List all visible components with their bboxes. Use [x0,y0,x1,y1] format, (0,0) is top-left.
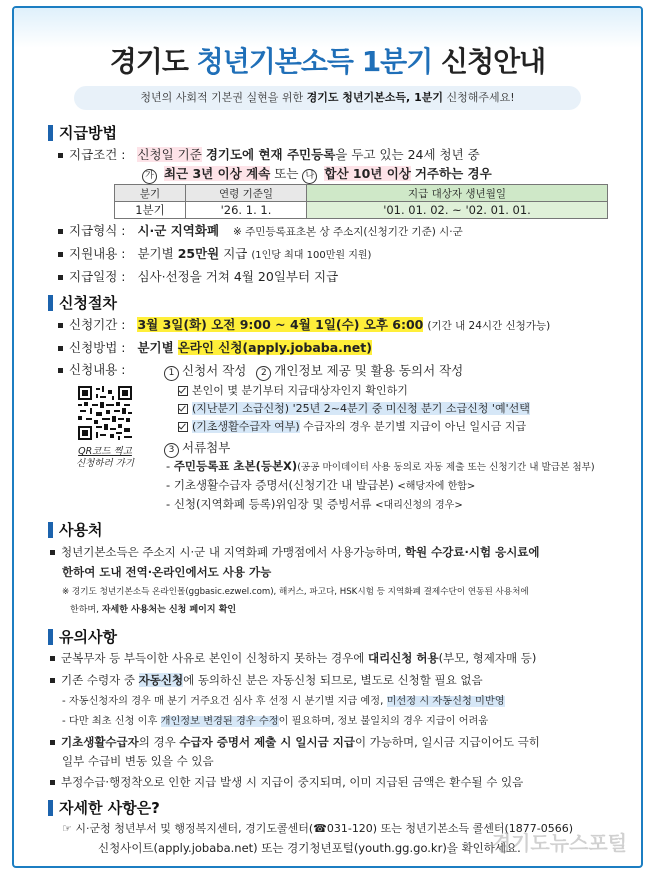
circle-number-icon: 3 [164,443,179,458]
watermark: 경기도뉴스포털 [491,831,627,855]
details-line-1: ☞ 시·군청 청년부서 및 행정복지센터, 경기도콜센터(☎031-120) 또는 청년기본소득 콜센터(1877-0566) [62,822,574,835]
content-row: 신청내용 : [58,360,126,378]
usage-note-2: 한하며, 자세한 사용처는 신청 페이지 확인 [70,605,237,615]
qr-code-icon[interactable] [78,386,132,440]
apply-site-link[interactable]: 온라인 신청(apply.jobaba.net) [177,340,372,355]
usage-note-1: ※ 경기도 청년기본소득 온라인몰(ggbasic.ezwel.com), 해커스, 파고다, HSK시험 등 지역화폐 결제수단이 연동된 사용처에 [62,587,529,597]
notice-item-3: 기초생활수급자의 경우 수급자 증명서 제출 시 일시금 지급이 가능하며, 일시금 지급이어도 극히 [50,734,540,750]
doc-item-2: - 기초생활수급자 증명서(신청기간 내 발급본) <해당자에 한함> [166,478,476,492]
checklist-item: (기초생활수급자 여부) 수급자의 경우 분기별 지급이 아닌 일시금 지급 [178,418,526,434]
form-row: 지급형식 : 시·군 지역화폐 ※ 주민등록표초본 상 주소지(신청기간 기준) 시·군 [58,221,463,239]
section-heading-usage: 사용처 [48,519,102,540]
step3-row: 3 서류첨부 [164,438,230,458]
section-bar-icon [48,125,53,141]
section-heading-notices: 유의사항 [48,626,117,647]
bullet-icon [50,550,55,555]
period-row: 신청기간 : 3월 3일(화) 오전 9:00 ~ 4월 1일(수) 오후 6:00 (기간 내 24시간 신청가능) [58,315,550,333]
table-header-row: 분기 연령 기준일 지급 대상자 생년월일 [115,185,608,202]
bullet-icon [50,678,55,683]
checklist-item: 본인이 몇 분기부터 지급대상자인지 확인하기 [178,382,408,398]
method-row: 신청방법 : 분기별 온라인 신청(apply.jobaba.net) [58,338,372,356]
subtitle: 청년의 사회적 기본권 실현을 위한 경기도 청년기본소득, 1분기 신청해주세요! [74,86,581,110]
qr-caption: QR코드 찍고 신청하러 가기 [75,446,135,469]
bullet-icon [58,368,63,373]
notice-subitem-2: - 다만 최초 신청 이후 개인정보 변경된 경우 수정이 필요하며, 정보 불일치의 경우 지급이 어려움 [62,716,489,727]
bullet-icon [58,323,63,328]
notice-item-3-cont: 일부 수급비 변동 있을 수 있음 [62,754,214,768]
section-bar-icon [48,800,53,816]
checklist-item: (지난분기 소급신청) '25년 2~4분기 중 미신청 분기 소급신청 '예'선택 [178,400,530,416]
schedule-row: 지급일정 : 심사·선정을 거쳐 4월 20일부터 지급 [58,267,338,285]
circle-mark-icon: 가 [142,169,157,184]
notice-frame [12,6,643,868]
doc-item-1: - 주민등록표 초본(등본X)(공공 마이데이터 사용 동의로 자동 제출 또는 신청기간 내 발급본 첨부) [166,459,595,473]
checkbox-checked-icon [178,404,188,414]
checkbox-checked-icon [178,386,188,396]
notice-item-2: 기존 수령자 중 자동신청에 동의하신 분은 자동신청 되므로, 별도로 신청할 필요 없음 [50,672,483,688]
condition-row: 지급조건 : 신청일 기준 경기도에 현재 주민등록을 두고 있는 24세 청년 중 [58,145,480,163]
amount-row: 지원내용 : 분기별 25만원 지급 (1인당 최대 100만원 지원) [58,244,371,262]
section-heading-payment: 지급방법 [48,122,117,143]
circle-mark-icon: 나 [302,169,317,184]
circle-number-icon: 2 [256,366,271,381]
bullet-icon [58,252,63,257]
notice-item-4: 부정수급·행정착오로 인한 지급 발생 시 지급이 중지되며, 이미 지급된 금액은 환수될 수 있음 [50,774,523,790]
circle-number-icon: 1 [164,366,179,381]
doc-item-3: - 신청(지역화폐 등록)위임장 및 증빙서류 <대리신청의 경우> [166,497,463,511]
usage-line-1: 청년기본소득은 주소지 시·군 내 지역화폐 가맹점에서 사용가능하며, 학원 수강료·시험 응시료에 [50,544,540,560]
section-bar-icon [48,522,53,538]
eligibility-table [114,184,608,219]
usage-line-2: 한하여 도내 전역·온라인에서도 사용 가능 [62,565,272,579]
steps-row: 1 신청서 작성 2 개인정보 제공 및 활용 동의서 작성 [164,361,463,381]
checkbox-checked-icon [178,422,188,432]
section-heading-application: 신청절차 [48,292,117,313]
condition-row-2: 가 최근 3년 이상 계속 또는 나 합산 10년 이상 거주하는 경우 [142,164,492,184]
notice-subitem-1: - 자동신청자의 경우 매 분기 거주요건 심사 후 선정 시 분기별 지급 예정, 미선정 시 자동신청 미반영 [62,696,505,707]
section-bar-icon [48,629,53,645]
bullet-icon [50,740,55,745]
bullet-icon [58,346,63,351]
bullet-icon [58,275,63,280]
bullet-icon [50,656,55,661]
section-bar-icon [48,295,53,311]
notice-item-1: 군복무자 등 부득이한 사유로 본인이 신청하지 못하는 경우에 대리신청 허용(부모, 형제자매 등) [50,650,536,666]
bullet-icon [50,780,55,785]
bullet-icon [58,229,63,234]
section-heading-details: 자세한 사항은? [48,797,160,818]
bullet-icon [58,153,63,158]
page-title: 경기도 청년기본소득 1분기 신청안내 [109,45,546,78]
details-line-2: 신청사이트(apply.jobaba.net) 또는 경기청년포털(youth.gg.go.kr)을 확인하세요. [98,841,521,855]
table-row: 1분기 '26. 1. 1. '01. 01. 02. ~ '02. 01. 01. [115,202,608,219]
